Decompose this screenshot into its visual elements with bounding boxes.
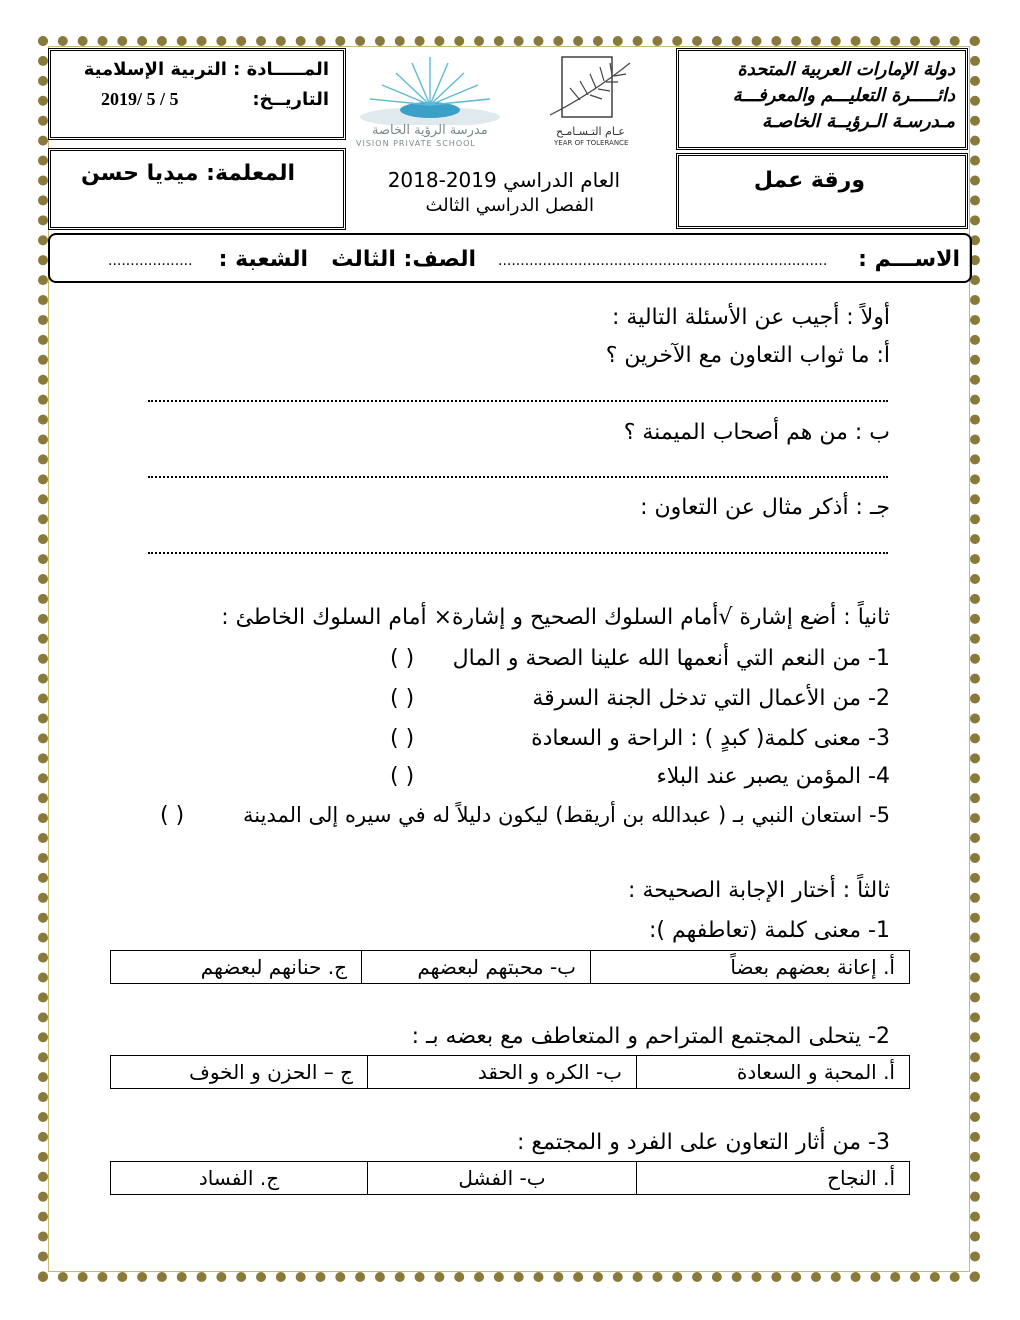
date-value: 5 / 5 /2019 xyxy=(101,89,179,109)
mcq-2-option-b[interactable]: ب- الكره و الحقد xyxy=(368,1056,637,1089)
section2-item-3: 3- معنى كلمة( كبدٍ ) : الراحة و السعادة xyxy=(531,726,890,751)
subject-label: المـــــادة : التربية الإسلامية xyxy=(83,59,329,80)
worksheet-title: ورقة عمل xyxy=(753,168,865,193)
school-logo-en: VISION PRIVATE SCHOOL xyxy=(356,139,476,148)
mcq-3-option-c[interactable]: ج. الفساد xyxy=(111,1162,368,1195)
section1-question-a: أ: ما ثواب التعاون مع الآخرين ؟ xyxy=(605,343,890,368)
section-blank[interactable]: ................... xyxy=(108,253,193,269)
answer-paren-1[interactable]: ( ) xyxy=(390,646,415,671)
mcq-1-option-c[interactable]: ج. حنانهم لبعضهم xyxy=(111,951,362,984)
section2-item-4: 4- المؤمن يصبر عند البلاء xyxy=(656,764,890,789)
mcq-1-options xyxy=(110,950,910,984)
answer-line-b[interactable] xyxy=(148,476,888,478)
tolerance-logo-en: YEAR OF TOLERANCE xyxy=(554,139,629,147)
section3-title: ثالثاً : أختار الإجابة الصحيحة : xyxy=(628,878,890,903)
teacher-box xyxy=(48,148,346,230)
answer-paren-2[interactable]: ( ) xyxy=(390,686,415,711)
section2-item-2: 2- من الأعمال التي تدخل الجنة السرقة xyxy=(532,686,890,711)
section2-item-1: 1- من النعم التي أنعمها الله علينا الصحة و المال xyxy=(452,646,890,671)
mcq-1-option-b[interactable]: ب- محبتهم لبعضهم xyxy=(362,951,591,984)
mcq-2-options xyxy=(110,1055,910,1089)
student-info-row xyxy=(48,233,972,283)
mcq-3-option-a[interactable]: أ. النجاح xyxy=(637,1162,910,1195)
ministry-box xyxy=(676,48,968,150)
mcq-3-options xyxy=(110,1161,910,1195)
worksheet-title-box xyxy=(676,153,968,229)
section1-title: أولاً : أجيب عن الأسئلة التالية : xyxy=(612,305,890,330)
department-name: دائـــــرة التعليـــم والمعرفـــة xyxy=(732,85,955,106)
section2-title: ثانياً : أضع إشارة √أمام السلوك الصحيح و إشارة× أمام السلوك الخاطئ : xyxy=(221,605,890,630)
tolerance-logo xyxy=(540,55,660,150)
school-name: مـدرسـة الـرؤيــة الخاصـة xyxy=(762,111,955,132)
answer-paren-3[interactable]: ( ) xyxy=(390,726,415,751)
vision-school-logo xyxy=(350,55,510,150)
grade-label: الصف: الثالث xyxy=(331,247,476,272)
tolerance-logo-ar: عـام التـسـامـح xyxy=(556,125,625,138)
teacher-name: المعلمة: ميديا حسن xyxy=(80,161,295,186)
country-name: دولة الإمارات العربية المتحدة xyxy=(737,59,955,80)
section1-question-c: جـ : أذكر مثال عن التعاون : xyxy=(640,495,890,520)
section1-question-b: ب : من هم أصحاب الميمنة ؟ xyxy=(623,420,890,445)
mcq-1-option-a[interactable]: أ. إعانة بعضهم بعضاً xyxy=(591,951,910,984)
sunburst-icon xyxy=(350,55,510,125)
academic-term: الفصل الدراسي الثالث xyxy=(425,195,594,216)
mcq-2-option-a[interactable]: أ. المحبة و السعادة xyxy=(637,1056,910,1089)
answer-paren-4[interactable]: ( ) xyxy=(390,764,415,789)
mcq-3-question: 3- من أثار التعاون على الفرد و المجتمع : xyxy=(517,1130,890,1155)
academic-year: العام الدراسي 2019-2018 xyxy=(387,168,620,192)
name-label: الاســـم : xyxy=(858,247,960,272)
section-label: الشعبة : xyxy=(218,247,308,272)
school-logo-ar: مدرسة الرؤية الخاصة xyxy=(372,123,488,138)
date-label: التاريــخ: xyxy=(252,89,329,110)
mcq-1-question: 1- معنى كلمة (تعاطفهم ): xyxy=(649,918,890,943)
mcq-2-option-c[interactable]: ج – الحزن و الخوف xyxy=(111,1056,368,1089)
ghaf-tree-icon xyxy=(540,55,660,125)
subject-box xyxy=(48,48,346,140)
mcq-2-question: 2- يتحلى المجتمع المتراحم و المتعاطف مع بعضه بـ : xyxy=(411,1024,890,1049)
section2-item-5: 5- استعان النبي بـ ( عبدالله بن أريقط) ليكون دليلاً له في سيره إلى المدينة xyxy=(243,803,890,827)
answer-line-a[interactable] xyxy=(148,400,888,402)
mcq-3-option-b[interactable]: ب- الفشل xyxy=(368,1162,637,1195)
name-blank[interactable]: .......................................................................... xyxy=(498,253,828,269)
answer-paren-5[interactable]: ( ) xyxy=(160,803,185,828)
answer-line-c[interactable] xyxy=(148,552,888,554)
